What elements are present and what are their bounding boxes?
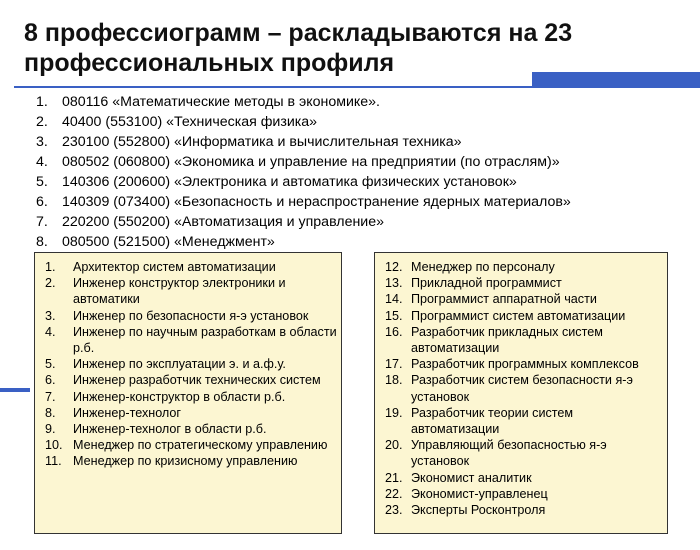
profile-item [45,421,337,437]
profile-number: 12. [385,260,403,274]
program-text: 40400 (553100) «Техническая физика» [62,114,318,130]
program-number: 5. [36,174,48,190]
program-item [36,152,571,172]
profile-item [385,502,663,518]
profile-item [385,259,663,275]
profile-item [385,372,663,404]
profile-number: 20. [385,438,403,453]
profile-item [385,324,663,356]
page-title: 8 профессиограмм – раскладываются на 23 профессиональных профиля [24,19,573,77]
program-number: 8. [36,234,48,250]
profile-text: Архитектор систем автоматизации [73,260,276,274]
profile-item [385,356,663,372]
side-accent-mark [0,388,30,392]
profile-number: 14. [385,292,403,307]
profile-text: Инженер по безопасности я-э установок [73,308,309,323]
title-divider [14,86,700,88]
program-text: 140306 (200600) «Электроника и автоматика физических установок» [62,174,517,190]
profile-text: Экономист-управленец [411,486,548,501]
profile-text: Разработчик прикладных систем автоматизации [411,324,603,356]
profile-text: Эксперты Росконтроля [411,503,546,518]
profile-item [45,356,337,372]
program-number: 1. [36,94,48,110]
profile-item [385,470,663,486]
profile-item [45,308,337,324]
program-number: 6. [36,194,48,210]
program-item [36,112,571,132]
program-number: 3. [36,134,48,150]
profile-number: 18. [385,373,403,388]
profile-number: 19. [385,405,403,420]
profile-text: Программист аппаратной части [411,292,597,307]
profile-number: 4. [45,324,56,339]
profile-item [385,291,663,307]
profile-text: Разработчик программных комплексов [411,357,639,372]
profile-text: Программист систем автоматизации [411,308,626,323]
program-text: 140309 (073400) «Безопасность и нераспространение ядерных материалов» [62,194,571,210]
accent-bar [532,72,700,86]
profile-text: Инженер по научным разработкам в области р.б. [73,324,337,356]
profile-number: 8. [45,405,56,420]
profile-number: 22. [385,486,403,501]
profile-item [45,405,337,421]
program-number: 7. [36,214,48,230]
profile-number: 1. [45,260,56,274]
profile-item [385,308,663,324]
profile-number: 3. [45,308,56,323]
program-text: 220200 (550200) «Автоматизация и управление» [62,214,384,230]
program-number: 2. [36,114,48,130]
profile-text: Разработчик систем безопасности я-э установок [411,373,633,404]
program-text: 080116 «Математические методы в экономике». [62,94,380,110]
profile-item [45,453,337,469]
profile-text: Менеджер по стратегическому управлению [73,438,328,453]
profile-text: Экономист аналитик [411,470,532,485]
profile-item [45,437,337,453]
profile-text: Управляющий безопасностью я-э установок [411,438,607,469]
profile-number: 6. [45,373,56,388]
profile-text: Менеджер по кризисному управлению [73,454,298,469]
program-list [36,92,571,252]
profile-list-right [375,253,667,518]
profile-text: Менеджер по персоналу [411,260,555,274]
profile-text: Разработчик теории систем автоматизации [411,405,574,437]
program-text: 080502 (060800) «Экономика и управление на предприятии (по отраслям)» [62,154,560,170]
program-text: 080500 (521500) «Менеджмент» [62,234,275,250]
profile-item [385,405,663,437]
profile-number: 17. [385,357,403,372]
profile-item [385,486,663,502]
profiles-box-right [374,252,668,534]
profile-text: Инженер-конструктор в области р.б. [73,389,286,404]
profile-text: Прикладной программист [411,276,562,291]
profile-item [45,324,337,356]
profile-item [385,275,663,291]
program-text: 230100 (552800) «Информатика и вычислительная техника» [62,134,462,150]
profile-number: 23. [385,503,403,518]
profile-number: 10. [45,438,63,453]
profile-number: 11. [45,454,62,469]
program-item [36,132,571,152]
profile-number: 21. [385,470,403,485]
profile-number: 2. [45,276,56,291]
profile-text: Инженер разработчик технических систем [73,373,321,388]
profile-number: 15. [385,308,403,323]
profile-number: 5. [45,357,56,372]
profile-text: Инженер-технолог в области р.б. [73,422,267,437]
profile-text: Инженер конструктор электроники и автоматики [73,276,286,307]
program-item [36,172,571,192]
profile-item [45,389,337,405]
program-item [36,232,571,252]
profile-text: Инженер-технолог [73,405,182,420]
profile-number: 7. [45,389,56,404]
program-item [36,92,571,112]
program-item [36,192,571,212]
profile-item [45,372,337,388]
program-number: 4. [36,154,48,170]
profile-item [385,437,663,469]
profile-number: 9. [45,422,56,437]
profiles-box-left [34,252,342,534]
program-item [36,212,571,232]
profile-item [45,259,337,275]
profile-text: Инженер по эксплуатации э. и а.ф.у. [73,357,286,372]
profile-number: 16. [385,324,403,339]
profile-number: 13. [385,276,403,291]
profile-item [45,275,337,307]
profile-list-left [35,253,341,470]
